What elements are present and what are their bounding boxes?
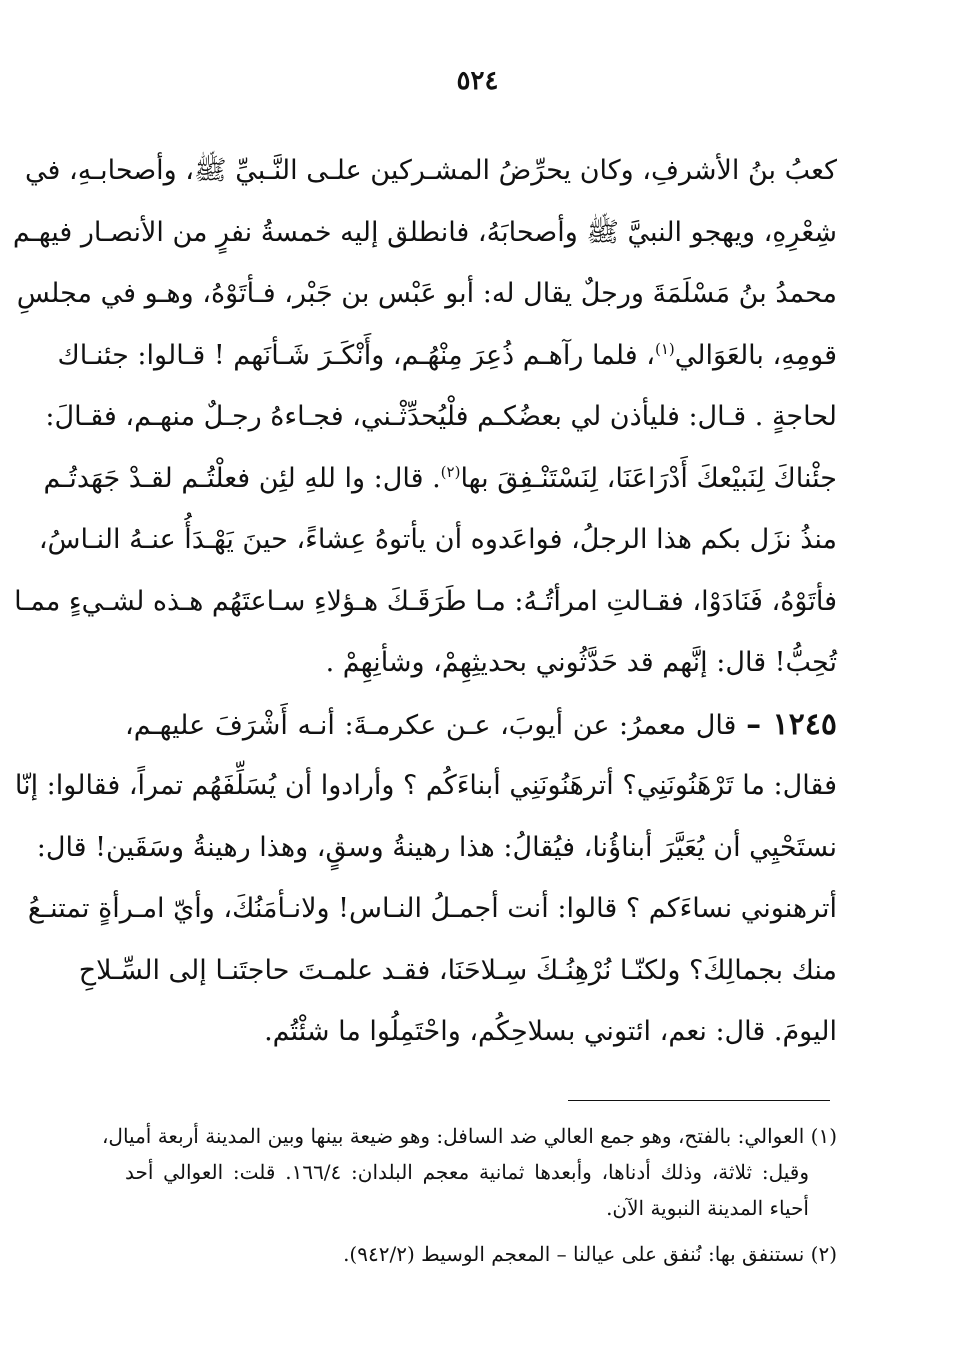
text-line: كعبُ بنُ الأشرفِ، وكان يحرِّضُ المشـركين علـى النَّـبيِّ ﷺ، وأصحابـهِ، في <box>24 155 837 186</box>
page-number: ٥٢٤ <box>456 66 499 96</box>
item-heading-line <box>125 694 837 756</box>
footnote-1-line: وقيل: ثلاثة، وذلك أدناها، وأبعدها ثمانية معجم البلدان: ١٦٦/٤. قلت: العوالي أحد <box>125 1160 809 1184</box>
main-text <box>12 140 837 1063</box>
text-line: فأتَوْهُ، فَنَادَوْا، فقـالتِ امرأتُـهُ: مـا طَرَقَـكَ هـؤلاءِ سـاعتَهُم هـذه لشـيءٍ ممـا <box>14 585 837 617</box>
footnote-2-line: (٢) نستنفق بها: نُنفق على عيالنا – المعجم الوسيط (٩٤٢/٢). <box>343 1242 837 1266</box>
text-segment: جئْناكَ لِنَبيْعكَ أَدْرَاعَنَا، لِنَسْتَنْـفِقَ بها <box>460 462 837 494</box>
text-line: منذُ نزَل بكم هذا الرجلُ، فواعَدوه أن يأتوهُ عِشاءً، حينَ يَهْـدَأُ عنـهُ النـاسُ، <box>38 524 837 555</box>
footnote-ref-1[interactable]: (١) <box>654 339 675 358</box>
footnote-ref-2[interactable]: (٢) <box>440 462 461 481</box>
text-line: لحاجةٍ . قـال: فليأذن لي بعضُكـم فلْيُحدِّثْـني، فجـاءهُ رجـلٌ منهـم، فقـالَ: <box>45 401 837 432</box>
text-line: نستَحْيِي أن يُعَيَّرَ أبناؤُنا، فيُقالُ: هذا رهينةُ وسقٍ، وهذا رهينةُ وسَقَين! قال: <box>36 831 837 863</box>
text-segment: قومِهِ، بالعَوَالي <box>674 339 837 371</box>
text-segment: ، فلما رآهـم ذُعِرَ مِنْهُـم، وأَنْكَـرَ شَـأنَهم ! قـالوا: جئنـاك <box>57 339 655 371</box>
text-line: محمدُ بنُ مَسْلَمَةَ ورجلٌ يقال له: أبو عَبْس بن جَبْر، فـأتَوْهُ، وهـو في مجلسِ <box>16 278 837 309</box>
text-segment: قال معمرُ: عن أيوبَ، عـن عكرمـةَ: أنـه أَشْرَفَ عليهـم، <box>125 709 737 741</box>
footnote-1-line: أحياء المدينة النبوية الآن. <box>606 1196 809 1220</box>
text-line <box>57 325 837 387</box>
text-line: تُحِبُّ! قال: إنَّهم قد حَدَّثُوني بحديثِهِمْ، وشأنِهِمْ . <box>325 647 837 678</box>
text-segment: . قال: وا للهِ لئِن فعلْتُـم لقـدْ جَهَدتُـم <box>43 462 441 494</box>
text-line <box>43 448 837 510</box>
text-line: اليومَ. قال: نعم، ائتوني بسلاحِكُم، واحْتَمِلُوا ما شئْتُم. <box>264 1016 837 1047</box>
text-line: أترهنوني نساءَكم ؟ قالوا: أنت أجمـلُ النـاس! ولانـأمَنُكَ، وأيّ امـرأةٍ تمتنـعُ <box>27 893 837 924</box>
text-line: منك بجمالِكَ؟ ولكنّـا نُرْهِنُـكَ سِـلاحَنَا، فقـد علمـتَ حاجتَنـا إلى السِّـلاحِ <box>78 954 837 986</box>
footnotes <box>101 1118 837 1272</box>
footnote-1-line: (١) العوالي: بالفتح، وهو جمع العالي ضد السافل: وهو ضيعة بينها وبين المدينة أربعة أميال، <box>101 1124 837 1148</box>
text-line: شِعْرِهِ، ويهجو النبيَّ ﷺ وأصحابَهُ، فانطلق إليه خمسةُ نفرٍ من الأنصـار فيهـم <box>12 216 837 248</box>
text-line: فقال: ما تَرْهَنُونَنِي؟ أترهَنُونَنِي أبناءَكُم ؟ وأرادوا أن يُسَلِّفَهُم تمراً، فقالوا: إنّا <box>14 770 837 801</box>
item-number: ١٢٤٥ – <box>746 706 837 742</box>
footnote-divider <box>568 1100 830 1101</box>
